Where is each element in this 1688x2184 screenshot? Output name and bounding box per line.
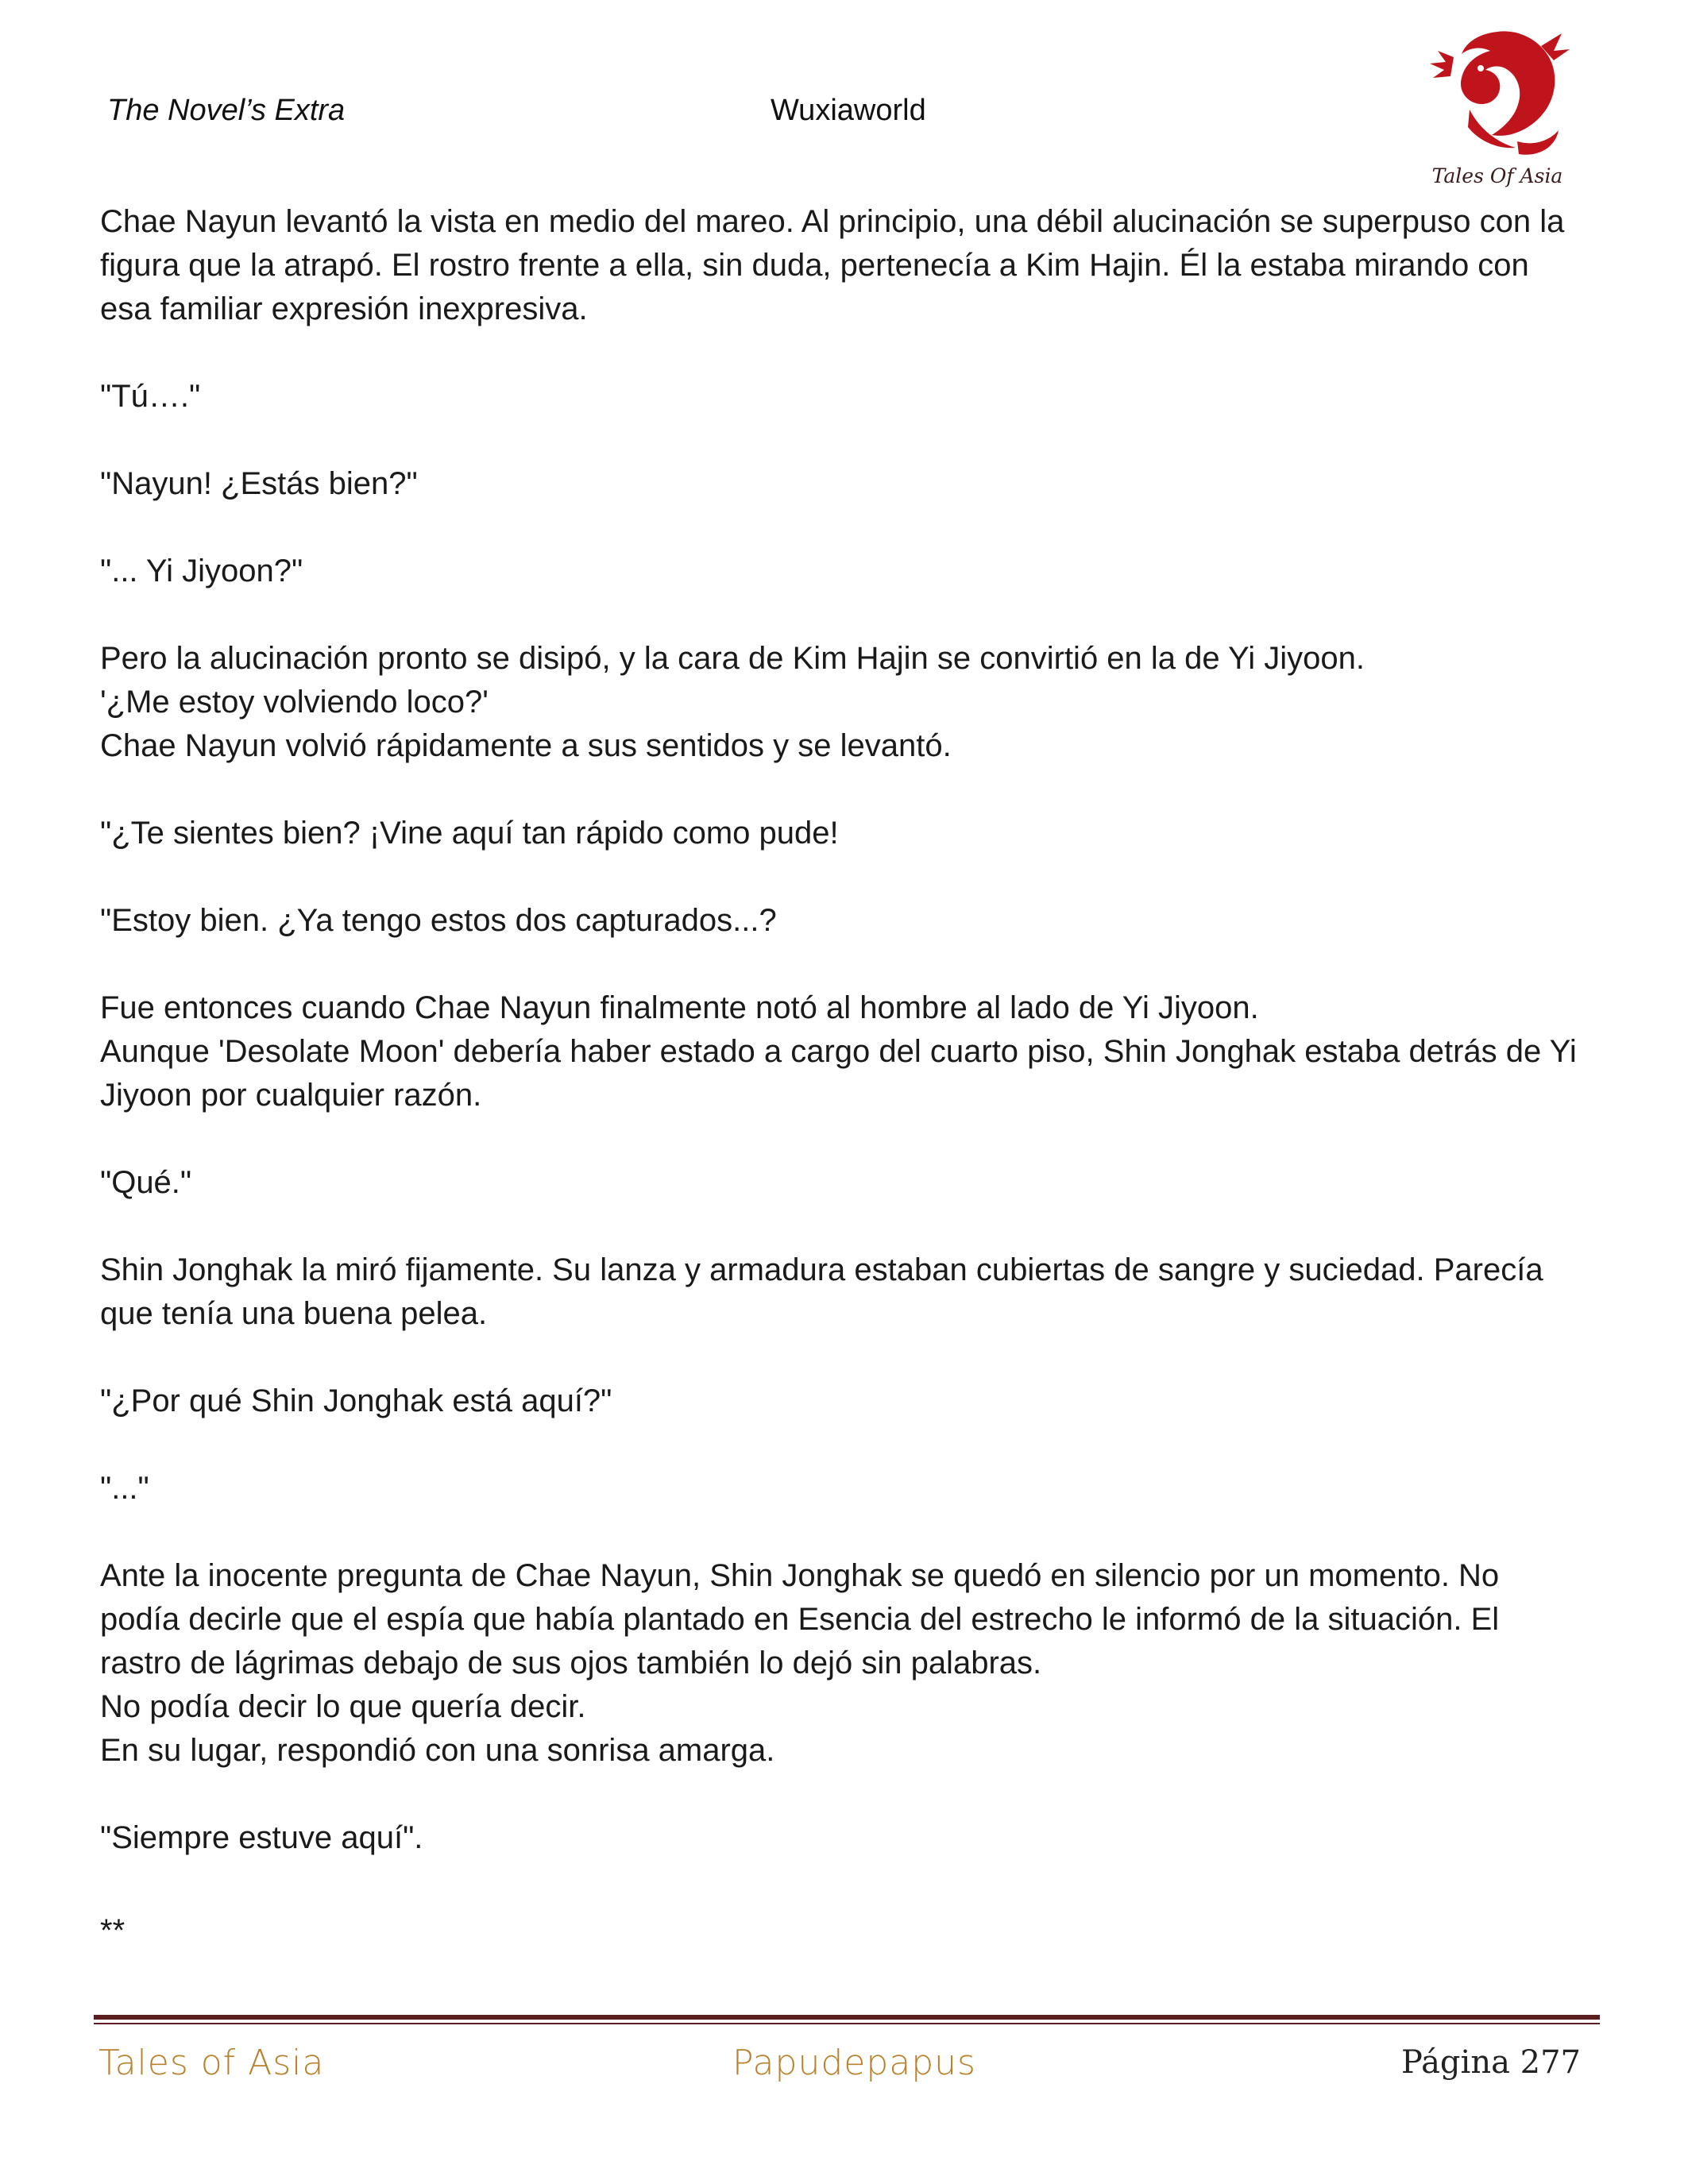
footer-divider-thin [94, 2023, 1600, 2024]
paragraph: Shin Jonghak la miró fijamente. Su lanza y armadura estaban cubiertas de sangre y suciedad. Parecía que tenía una buena pelea. [100, 1252, 1543, 1331]
header-site-name: Wuxiaworld [771, 94, 926, 127]
footer-divider [94, 2015, 1600, 2020]
paragraph: "Nayun! ¿Estás bien?" [100, 466, 418, 501]
chapter-body [100, 200, 1586, 1997]
page-number: Página 277 [1400, 2044, 1581, 2081]
scene-separator: ** [100, 1913, 126, 1948]
paragraph: "Qué." [100, 1165, 192, 1200]
header-book-title: The Novel’s Extra [107, 94, 346, 127]
paragraph: "¿Te sientes bien? ¡Vine aquí tan rápido como pude! [100, 816, 839, 851]
paragraph: Pero la alucinación pronto se disipó, y la cara de Kim Hajin se convirtió en la de Yi Jiyoon. '¿Me estoy volviendo loco?' Chae Nayun volvió rápidamente a sus sentidos y se levantó. [100, 641, 1365, 763]
footer-translator: Papudepapus [732, 2043, 976, 2083]
paragraph: "Tú…." [100, 379, 201, 414]
paragraph: "..." [100, 1471, 149, 1506]
paragraph: "... Yi Jiyoon?" [100, 554, 303, 588]
tales-of-asia-logo [1422, 22, 1573, 189]
paragraph: Ante la inocente pregunta de Chae Nayun, Shin Jonghak se quedó en silencio por un momento. No podía decirle que el espía que había plantado en Esencia del estrecho le informó de la situación. El rastro de lágrimas debajo de sus ojos también lo dejó sin palabras. No podía decir lo que quería decir. En su lugar, respondió con una sonrisa amarga. [100, 1558, 1500, 1768]
paragraph: "Siempre estuve aquí". [100, 1820, 423, 1855]
footer-group-name: Tales of Asia [98, 2043, 325, 2083]
paragraph: "¿Por qué Shin Jonghak está aquí?" [100, 1383, 612, 1418]
logo-text: Tales Of Asia [1431, 164, 1563, 187]
paragraph: Fue entonces cuando Chae Nayun finalmente notó al hombre al lado de Yi Jiyoon. Aunque 'Desolate Moon' debería haber estado a cargo del cuarto piso, Shin Jonghak estaba detrás de Yi Jiyoon por cualquier razón. [100, 990, 1577, 1113]
paragraph: Chae Nayun levantó la vista en medio del mareo. Al principio, una débil alucinación se superpuso con la figura que la atrapó. El rostro frente a ella, sin duda, pertenecía a Kim Hajin. Él la estaba mirando con esa familiar expresión inexpresiva. [100, 204, 1565, 326]
red-dragon-icon [1422, 22, 1573, 161]
paragraph: "Estoy bien. ¿Ya tengo estos dos capturados...? [100, 903, 777, 938]
